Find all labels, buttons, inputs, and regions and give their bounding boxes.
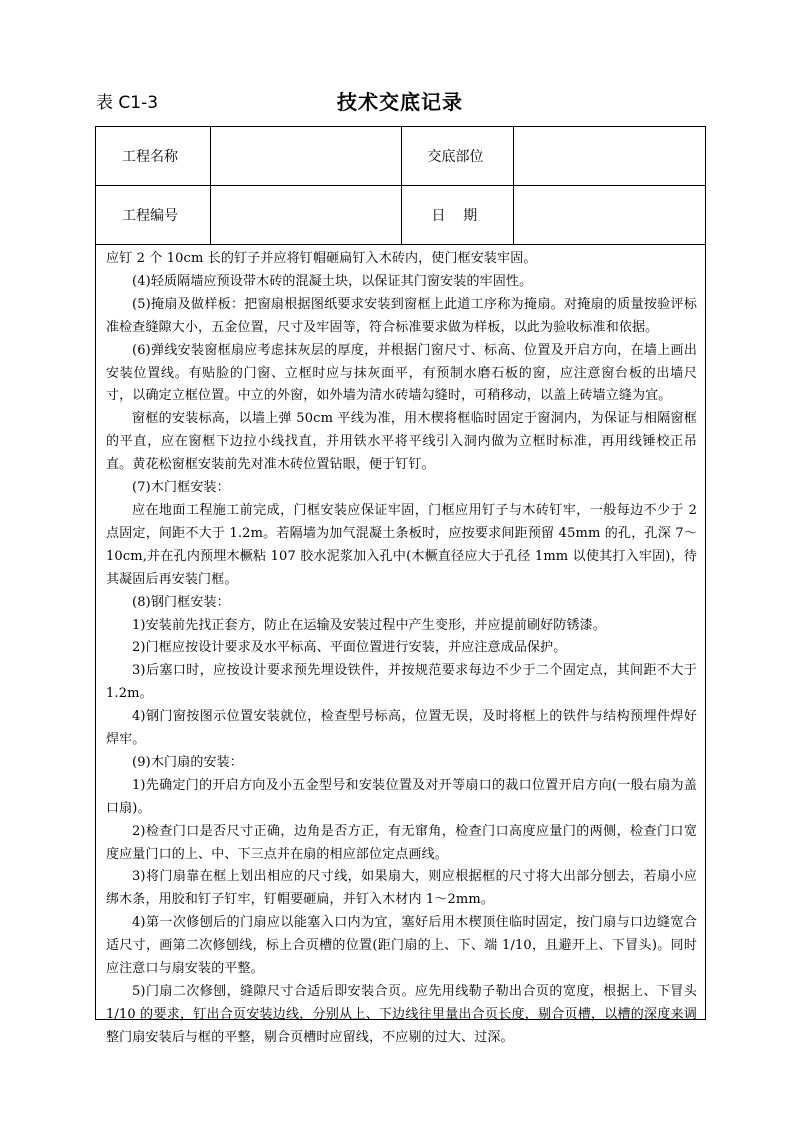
content-paragraph: 3)将门扇靠在框上划出相应的尺寸线，如果扇大，则应根据框的尺寸将大出部分刨去，若扇小应绑木条，用胶和钉子钉牢，钉帽要砸扁，并钉入木材内 1～2mm。 — [106, 869, 697, 908]
project-no-value[interactable] — [210, 186, 401, 245]
disclosure-content — [106, 248, 697, 1050]
content-paragraph: 4)第一次修刨后的门扇应以能塞入口内为宜，塞好后用木楔顶住临时固定，按门扇与口边缝宽合适尺寸，画第二次修刨线，标上合页槽的位置(距门扇的上、下、端 1/10，且避开上、下冒头)。同时应注意口与扇安装的平整。 — [106, 915, 697, 977]
date-value[interactable] — [513, 186, 705, 245]
content-paragraph: 5)门扇二次修刨，缝隙尺寸合适后即安装合页。应先用线勒子勒出合页的宽度，根据上、下冒头 1/10 的要求，钉出合页安装边线，分别从上、下边线往里量出合页长度，剔合页槽，以槽的深度来调整门扇安装后与框的平整，剔合页槽时应留线，不应剔的过大、过深。 — [106, 984, 697, 1045]
location-label: 交底部位 — [401, 127, 513, 186]
project-no-label: 工程编号 — [96, 186, 210, 245]
location-value[interactable] — [513, 127, 705, 186]
content-paragraph: (6)弹线安装窗框扇应考虑抹灰层的厚度，并根据门窗尺寸、标高、位置及开启方向，在墙上画出安装位置线。有贴脸的门窗、立框时应与抹灰面平，有预制水磨石板的窗，应注意窗台板的出墙尺寸，以确定立框位置。中立的外窗，如外墙为清水砖墙勾缝时，可稍移动，以盖上砖墙立缝为宜。 — [106, 342, 697, 404]
date-label: 日 期 — [401, 186, 513, 245]
content-paragraph: 窗框的安装标高，以墙上弹 50cm 平线为准，用木楔将框临时固定于窗洞内，为保证与相隔窗框的平直，应在窗框下边拉小线找直，并用铁水平将平线引入洞内做为立框时标准，再用线锤校正吊直。黄花松窗框安装前先对准木砖位置钻眼，便于钉钉。 — [106, 411, 697, 473]
header-row-2 — [96, 186, 705, 245]
content-paragraph: 4)钢门窗按图示位置安装就位，检查型号标高，位置无误，及时将框上的铁件与结构预埋件焊好焊牢。 — [106, 709, 697, 748]
content-paragraph: 应钉 2 个 10cm 长的钉子并应将钉帽砸扁钉入木砖内，使门框安装牢固。 — [106, 251, 537, 266]
content-paragraph: 2)检查门口是否尺寸正确，边角是否方正，有无窜角，检查门口高度应量门的两侧，检查门口宽度应量门口的上、中、下三点并在扇的相应部位定点画线。 — [106, 823, 697, 862]
content-paragraph: 1)安装前先找正套方，防止在运输及安装过程中产生变形，并应提前刷好防锈漆。 — [132, 617, 606, 633]
content-paragraph: (4)轻质隔墙应预设带木砖的混凝土块，以保证其门窗安装的牢固性。 — [132, 273, 533, 289]
content-paragraph: (5)掩扇及做样板：把窗扇根据图纸要求安装到窗框上此道工序称为掩扇。对掩扇的质量按验评标准检查缝隙大小，五金位置，尺寸及牢固等，符合标准要求做为样板，以此为验收标准和依据。 — [106, 296, 697, 335]
project-name-value[interactable] — [210, 127, 401, 186]
header-row-1 — [96, 127, 705, 186]
content-paragraph: (8)钢门框安装： — [132, 594, 230, 610]
content-paragraph: (9)木门扇的安装： — [132, 754, 243, 770]
document-title: 技术交底记录 — [337, 90, 463, 114]
content-paragraph: 应在地面工程施工前完成，门框安装应保证牢固，门框应用钉子与木砖钉牢，一般每边不少于 2 点固定，间距不大于 1.2m。若隔墙为加气混凝土条板时，应按要求间距预留 45mm 的孔，孔深 7～10cm,并在孔内预埋木橛粘 107 胶水泥浆加入孔中(木橛直径应大于孔径 1mm 以使其打入牢固)，待其凝固后再安装门框。 — [106, 502, 697, 587]
content-paragraph: 1)先确定门的开启方向及小五金型号和安装位置及对开等扇口的裁口位置开启方向(一般右扇为盖口扇)。 — [106, 777, 697, 816]
record-sheet — [95, 126, 706, 1045]
content-paragraph: 2)门框应按设计要求及水平标高、平面位置进行安装，并应注意成品保护。 — [132, 640, 567, 656]
header-table — [96, 127, 705, 245]
form-code: 表 C1-3 — [96, 93, 159, 113]
content-paragraph: (7)木门框安装： — [132, 480, 230, 496]
content-paragraph: 3)后塞口时，应按设计要求预先埋设铁件，并按规范要求每边不少于二个固定点，其间距不大于 1.2m。 — [106, 663, 697, 702]
project-name-label: 工程名称 — [96, 127, 210, 186]
